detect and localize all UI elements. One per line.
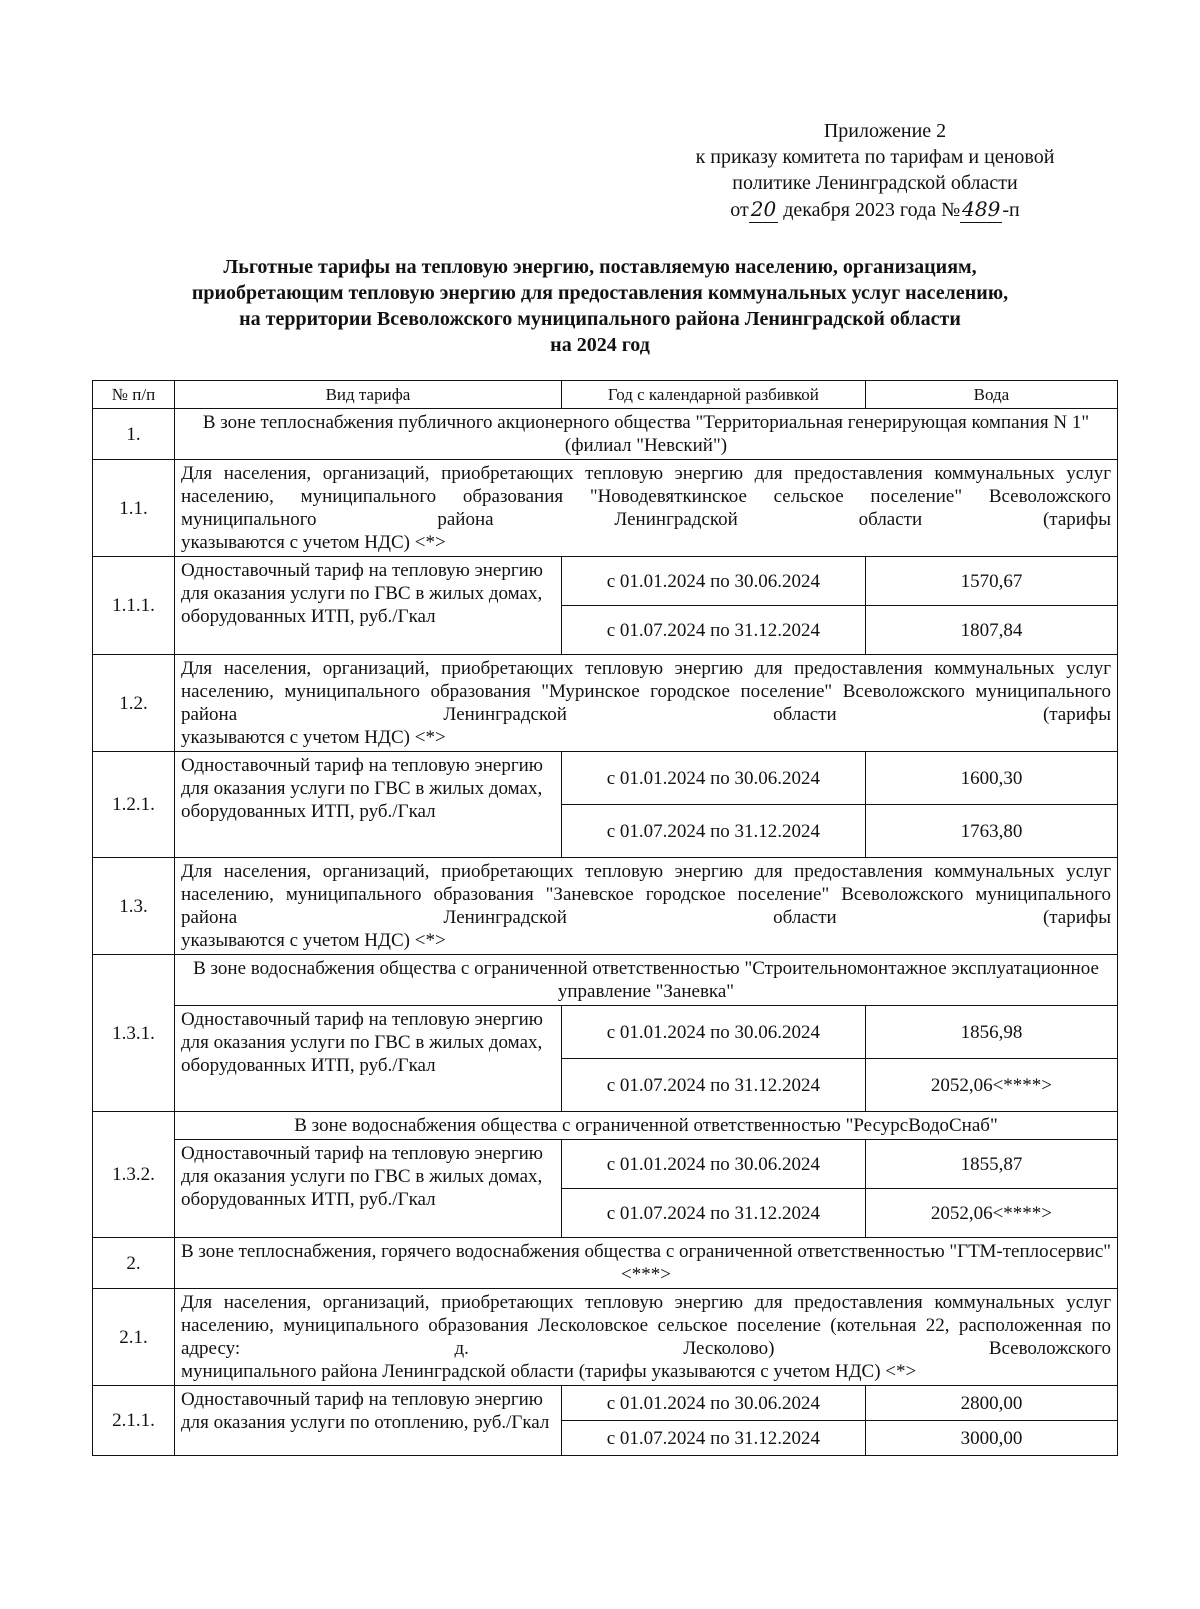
tariff-value: 1570,67 bbox=[865, 557, 1117, 606]
row-number: 1.1.1. bbox=[93, 557, 175, 655]
tariff-type: Одноставочный тариф на тепловую энергию для оказания услуги по ГВС в жилых домах, оборудованных ИТП, руб./Гкал bbox=[174, 1140, 561, 1238]
period-cell: с 01.07.2024 по 31.12.2024 bbox=[561, 1059, 865, 1112]
appendix-line-2: к приказу комитета по тарифам и ценовой bbox=[695, 146, 1055, 168]
table-header-row bbox=[93, 381, 1118, 409]
table-row bbox=[93, 1112, 1118, 1140]
tariff-value: 2052,06<****> bbox=[865, 1189, 1117, 1238]
section-description bbox=[174, 858, 1117, 955]
description-text-end: указываются с учетом НДС) <*> bbox=[180, 727, 446, 748]
section-description bbox=[174, 655, 1117, 752]
description-text-end: указываются с учетом НДС) <*> bbox=[180, 930, 446, 951]
description-text-end: указываются с учетом НДС) <*> bbox=[180, 532, 446, 553]
tariff-value: 3000,00 bbox=[865, 1421, 1117, 1456]
row-number: 1.3.1. bbox=[93, 955, 175, 1112]
description-text: Для населения, организаций, приобретающих тепловую энергию для предоставления коммунальных услуг населению, муниципального образования "Муринское городское поселение" Всеволожского муниципального района Ленинградской области (тарифы bbox=[180, 658, 1111, 725]
description-text: Для населения, организаций, приобретающих тепловую энергию для предоставления коммунальных услуг населению, муниципального образования "Заневское городское поселение" Всеволожского муниципального района Ленинградской области (тарифы bbox=[180, 861, 1111, 928]
tariff-value: 2052,06<****> bbox=[865, 1059, 1117, 1112]
row-number: 1.3. bbox=[93, 858, 175, 955]
tariff-type: Одноставочный тариф на тепловую энергию для оказания услуги по ГВС в жилых домах, оборудованных ИТП, руб./Гкал bbox=[174, 1006, 561, 1112]
section-description bbox=[174, 460, 1117, 557]
section-description bbox=[174, 1289, 1117, 1386]
period-cell: с 01.07.2024 по 31.12.2024 bbox=[561, 1189, 865, 1238]
zone-heading: В зоне водоснабжения общества с ограниченной ответственностью "Строительномонтажное эксплуатационное управление "Заневка" bbox=[174, 955, 1117, 1006]
appendix-line-3: политике Ленинградской области bbox=[732, 172, 1018, 194]
period-cell: с 01.01.2024 по 30.06.2024 bbox=[561, 557, 865, 606]
row-number: 1.1. bbox=[93, 460, 175, 557]
table-row bbox=[93, 1006, 1118, 1059]
title-line-2: приобретающим тепловую энергию для предоставления коммунальных услуг населению, bbox=[191, 282, 1009, 304]
table-row bbox=[93, 460, 1118, 557]
tariff-value: 1600,30 bbox=[865, 752, 1117, 805]
zone-heading: В зоне теплоснабжения публичного акционерного общества "Территориальная генерирующая компания N 1" (филиал "Невский") bbox=[174, 409, 1117, 460]
date-day: 20 bbox=[750, 197, 777, 221]
row-number: 1.3.2. bbox=[93, 1112, 175, 1238]
header-period: Год с календарной разбивкой bbox=[561, 381, 865, 409]
table-row bbox=[93, 1140, 1118, 1189]
header-water: Вода bbox=[865, 381, 1117, 409]
header-number: № п/п bbox=[93, 381, 175, 409]
period-cell: с 01.01.2024 по 30.06.2024 bbox=[561, 752, 865, 805]
appendix-date-line bbox=[640, 196, 1110, 223]
period-cell: с 01.01.2024 по 30.06.2024 bbox=[561, 1386, 865, 1421]
tariff-type: Одноставочный тариф на тепловую энергию для оказания услуги по ГВС в жилых домах, оборудованных ИТП, руб./Гкал bbox=[174, 557, 561, 655]
row-number: 1.2. bbox=[93, 655, 175, 752]
table-row bbox=[93, 655, 1118, 752]
description-text: Для населения, организаций, приобретающих тепловую энергию для предоставления коммунальных услуг населению, муниципального образования Лесколовское сельское поселение (котельная 22, расположенная по адресу: д. Лесколово) Всеволожского bbox=[180, 1292, 1111, 1359]
row-number: 2. bbox=[93, 1238, 175, 1289]
row-number: 1. bbox=[93, 409, 175, 460]
order-number: 489 bbox=[962, 197, 1001, 221]
table-row bbox=[93, 1386, 1118, 1421]
row-number: 2.1. bbox=[93, 1289, 175, 1386]
period-cell: с 01.01.2024 по 30.06.2024 bbox=[561, 1006, 865, 1059]
table-row bbox=[93, 1238, 1118, 1289]
description-text-end: муниципального района Ленинградской области (тарифы указываются с учетом НДС) <*> bbox=[180, 1361, 917, 1382]
tariff-value: 1855,87 bbox=[865, 1140, 1117, 1189]
title-line-1: Льготные тарифы на тепловую энергию, поставляемую населению, организациям, bbox=[223, 256, 977, 278]
tariff-value: 1763,80 bbox=[865, 805, 1117, 858]
title-line-3: на территории Всеволожского муниципального района Ленинградской области bbox=[239, 308, 961, 330]
zone-heading: В зоне теплоснабжения, горячего водоснабжения общества с ограниченной ответственностью "ГТМ-теплосервис" <***> bbox=[174, 1238, 1117, 1289]
document-title bbox=[90, 254, 1110, 358]
period-cell: с 01.07.2024 по 31.12.2024 bbox=[561, 1421, 865, 1456]
period-cell: с 01.07.2024 по 31.12.2024 bbox=[561, 805, 865, 858]
table-row bbox=[93, 858, 1118, 955]
row-number: 1.2.1. bbox=[93, 752, 175, 858]
table-row bbox=[93, 409, 1118, 460]
order-suffix: -п bbox=[1002, 199, 1020, 221]
period-cell: с 01.07.2024 по 31.12.2024 bbox=[561, 606, 865, 655]
tariff-table bbox=[92, 380, 1118, 1456]
row-number: 2.1.1. bbox=[93, 1386, 175, 1456]
table-row bbox=[93, 752, 1118, 805]
title-line-4: на 2024 год bbox=[550, 334, 650, 356]
table-row bbox=[93, 557, 1118, 606]
header-tariff-type: Вид тарифа bbox=[174, 381, 561, 409]
tariff-value: 2800,00 bbox=[865, 1386, 1117, 1421]
date-rest: декабря 2023 года № bbox=[783, 199, 961, 221]
appendix-line-1: Приложение 2 bbox=[823, 120, 947, 142]
tariff-type: Одноставочный тариф на тепловую энергию для оказания услуги по ГВС в жилых домах, оборудованных ИТП, руб./Гкал bbox=[174, 752, 561, 858]
tariff-value: 1807,84 bbox=[865, 606, 1117, 655]
tariff-value: 1856,98 bbox=[865, 1006, 1117, 1059]
table-row bbox=[93, 955, 1118, 1006]
tariff-type: Одноставочный тариф на тепловую энергию для оказания услуги по отоплению, руб./Гкал bbox=[174, 1386, 561, 1456]
appendix-header bbox=[640, 118, 1110, 223]
description-text: Для населения, организаций, приобретающих тепловую энергию для предоставления коммунальных услуг населению, муниципального образования "Новодевяткинское сельское поселение" Всеволожского муниципального района Ленинградской области (тарифы bbox=[180, 463, 1111, 530]
zone-heading: В зоне водоснабжения общества с ограниченной ответственностью "РесурсВодоСнаб" bbox=[174, 1112, 1117, 1140]
date-prefix: от bbox=[730, 199, 749, 221]
table-row bbox=[93, 1289, 1118, 1386]
period-cell: с 01.01.2024 по 30.06.2024 bbox=[561, 1140, 865, 1189]
